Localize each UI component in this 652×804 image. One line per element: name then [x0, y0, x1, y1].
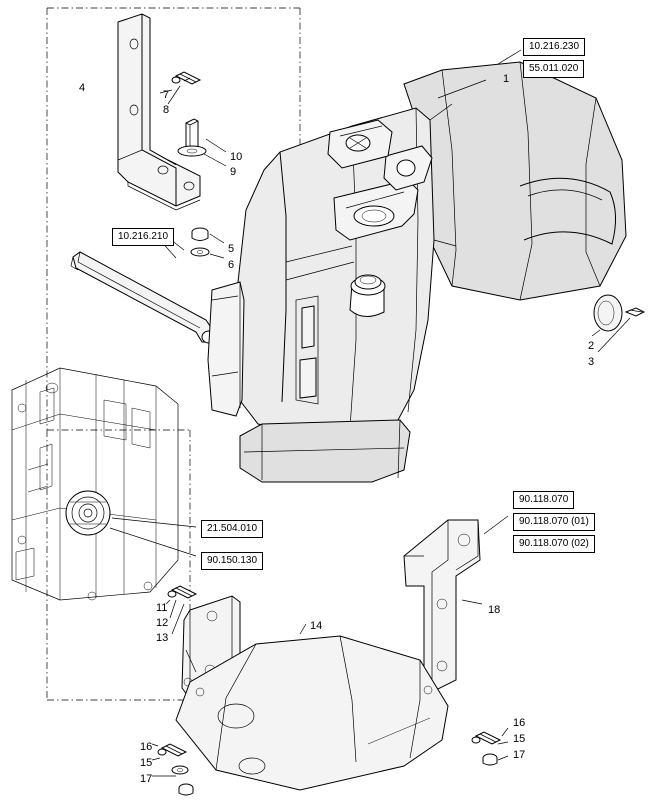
callout-16-left	[140, 741, 152, 753]
callout-label: 18	[488, 604, 501, 616]
callout-label: 15	[140, 757, 153, 769]
callout-label: 2	[588, 340, 595, 352]
callout-8	[163, 104, 169, 116]
callout-label: 16	[140, 741, 153, 753]
callout-12	[156, 617, 168, 629]
ref-label: 90.118.070	[519, 494, 569, 505]
part-10-9-fastener	[178, 119, 226, 166]
callout-label: 5	[228, 243, 235, 255]
ref-label: 90.150.130	[207, 555, 258, 566]
ref-label: 90.118.070 (01)	[519, 516, 589, 527]
callout-14	[310, 620, 322, 632]
callout-label: 15	[513, 733, 526, 745]
callout-17-right	[513, 749, 525, 761]
callout-label: 3	[588, 356, 595, 368]
callout-11	[156, 602, 167, 614]
callout-label: 8	[163, 104, 170, 116]
ref-box-90-150-130	[201, 552, 263, 570]
callout-5	[228, 243, 234, 255]
callout-9	[230, 166, 236, 178]
callout-4	[79, 82, 85, 94]
part-5-6-fastener	[191, 228, 224, 258]
callout-label: 1	[503, 73, 510, 85]
part-transmission-housing	[12, 368, 196, 600]
callout-15-right	[513, 733, 525, 745]
callout-label: 17	[513, 749, 526, 761]
callout-16-right	[513, 717, 525, 729]
callout-label: 14	[310, 620, 323, 632]
part-16-15-17-left	[152, 744, 193, 795]
ref-box-55-011-020	[523, 60, 584, 78]
ref-label: 10.216.210	[118, 231, 169, 242]
ref-label: 90.118.070 (02)	[519, 538, 589, 549]
callout-7	[163, 89, 169, 101]
callout-2	[588, 340, 594, 352]
callout-label: 12	[156, 617, 169, 629]
callout-13	[156, 632, 168, 644]
callout-3	[588, 356, 594, 368]
callout-1	[503, 73, 509, 85]
callout-label: 10	[230, 151, 243, 163]
callout-label: 17	[140, 773, 153, 785]
callout-15-left	[140, 757, 152, 769]
callout-label: 11	[156, 602, 168, 614]
ref-box-90-118-070-01	[513, 513, 595, 531]
ref-label: 10.216.230	[529, 41, 580, 52]
callout-label: 16	[513, 717, 526, 729]
callout-18	[488, 604, 500, 616]
callout-label: 13	[156, 632, 169, 644]
ref-box-90-118-070-02	[513, 535, 595, 553]
ref-box-21-504-010	[201, 520, 263, 538]
callout-10	[230, 151, 242, 163]
callout-6	[228, 259, 234, 271]
part-1-fuel-tank	[208, 62, 626, 482]
ref-box-10-216-210	[112, 228, 174, 246]
part-16-15-17-right	[472, 728, 508, 765]
callout-label: 7	[163, 89, 170, 101]
ref-label: 55.011.020	[529, 63, 579, 74]
callout-17-left	[140, 773, 152, 785]
ref-box-10-216-230	[523, 38, 585, 56]
part-4-bracket	[118, 14, 200, 210]
callout-label: 4	[79, 82, 86, 94]
ref-box-90-118-070	[513, 491, 574, 509]
callout-label: 6	[228, 259, 235, 271]
callout-label: 9	[230, 166, 237, 178]
part-2-3-cap	[592, 295, 644, 352]
ref-label: 21.504.010	[207, 523, 258, 534]
